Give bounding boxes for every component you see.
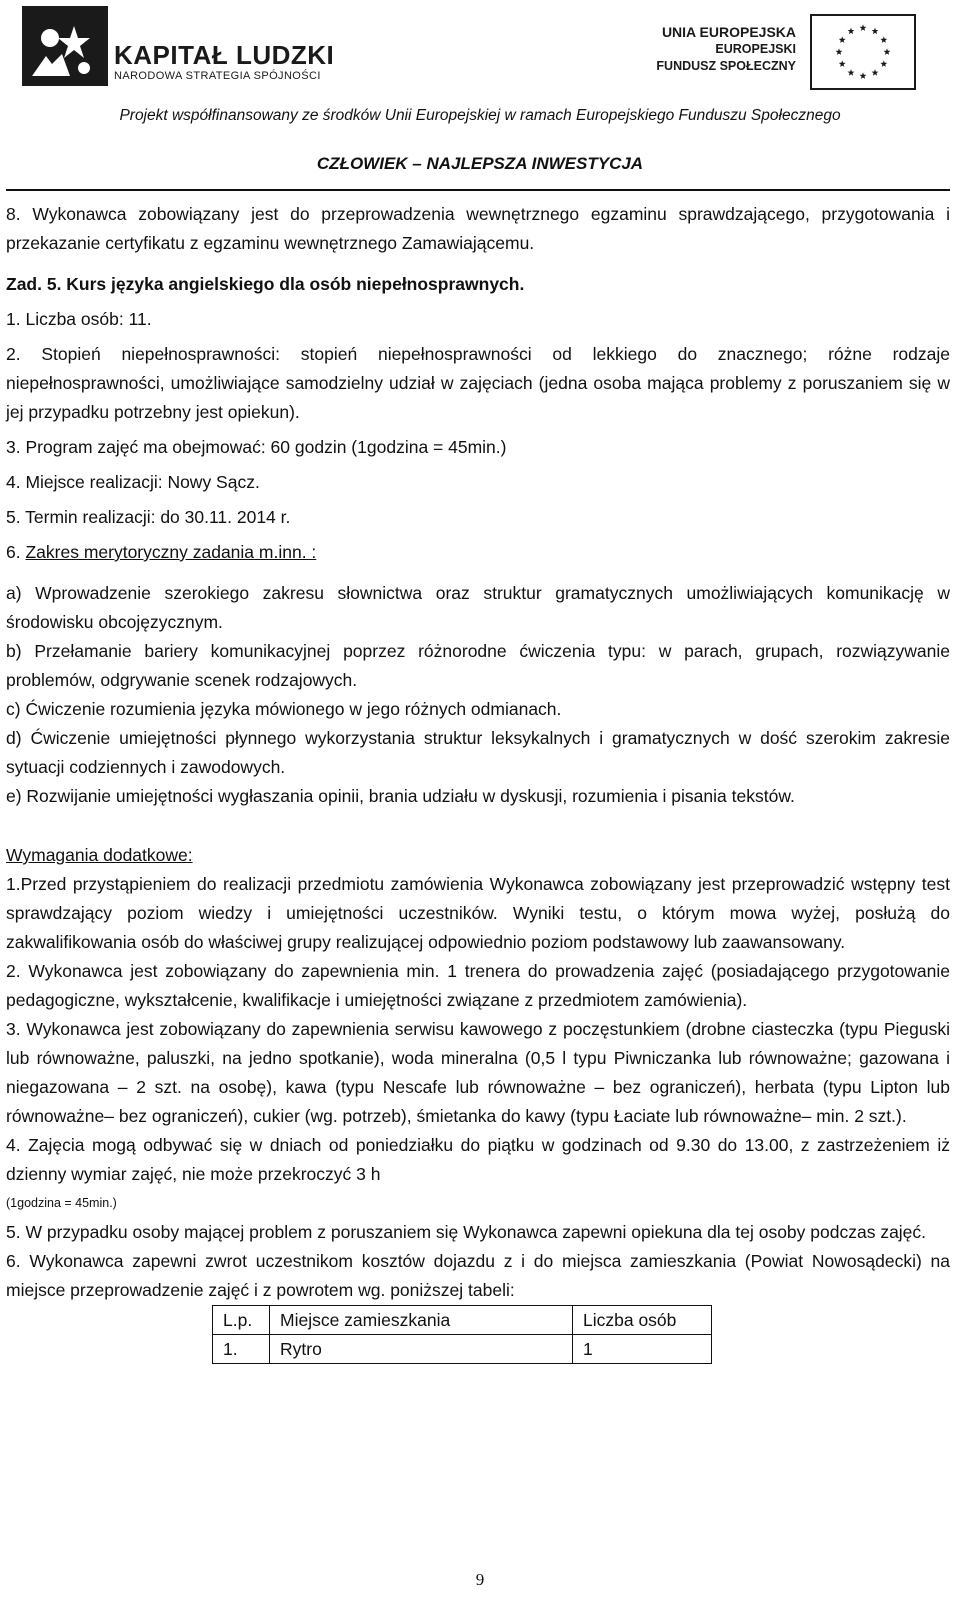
kapital-ludzki-title: KAPITAŁ LUDZKI (114, 40, 335, 70)
eu-logo (626, 14, 916, 94)
table-header-cell: Miejsce zamieszkania (270, 1306, 573, 1335)
table-cell: 1 (573, 1335, 712, 1364)
list-item-5: 5. Termin realizacji: do 30.11. 2014 r. (6, 507, 291, 527)
requirements-heading: Wymagania dodatkowe: (6, 845, 193, 865)
table-header-cell: Liczba osób (573, 1306, 712, 1335)
list-item-4: 4. Miejsce realizacji: Nowy Sącz. (6, 472, 260, 492)
scope-item-c: c) Ćwiczenie rozumienia języka mówionego w jego różnych odmianach. (6, 699, 562, 719)
table-header-row (213, 1306, 712, 1335)
kapital-ludzki-subtitle: NARODOWA STRATEGIA SPÓJNOŚCI (114, 70, 321, 82)
requirement-5: 5. W przypadku osoby mającej problem z poruszaniem się Wykonawca zapewni opiekuna dla tej osoby podczas zajęć. (6, 1222, 927, 1242)
programme-motto: CZŁOWIEK – NAJLEPSZA INWESTYCJA (316, 154, 644, 173)
eu-logo-text (656, 24, 796, 75)
paragraph-8: 8. Wykonawca zobowiązany jest do przeprowadzenia wewnętrznego egzaminu sprawdzającego, przygotowania i przekazanie certyfikatu z egzaminu wewnętrznego Zamawiającemu. (6, 204, 950, 253)
scope-heading: Zakres merytoryczny zadania m.inn. : (25, 542, 317, 562)
task-title: Zad. 5. Kurs języka angielskiego dla osób niepełnosprawnych. (6, 274, 525, 294)
eu-line-3: FUNDUSZ SPOŁECZNY (656, 59, 796, 73)
page-header (0, 0, 960, 190)
table-cell: 1. (213, 1335, 270, 1364)
list-item-3: 3. Program zajęć ma obejmować: 60 godzin (1godzina = 45min.) (6, 437, 507, 457)
scope-item-a: a) Wprowadzenie szerokiego zakresu słownictwa oraz struktur gramatycznych umożliwiających komunikację w środowisku obcojęzycznym. (6, 583, 950, 632)
scope-item-e: e) Rozwijanie umiejętności wygłaszania opinii, brania udziału w dyskusji, rozumienia i pisania tekstów. (6, 786, 795, 806)
requirement-4-note: (1godzina = 45min.) (6, 1196, 117, 1210)
scope-item-d: d) Ćwiczenie umiejętności płynnego wykorzystania struktur leksykalnych i gramatycznych w dość szerokim zakresie sytuacji codziennych i zawodowych. (6, 728, 950, 777)
kapital-ludzki-logo (22, 6, 342, 88)
list-item-6-number: 6. (6, 542, 21, 562)
header-divider (6, 189, 950, 191)
travel-cost-table (212, 1305, 712, 1364)
table-cell: Rytro (270, 1335, 573, 1364)
cofunding-statement: Projekt współfinansowany ze środków Unii Europejskiej w ramach Europejskiego Funduszu Społecznego (119, 107, 841, 124)
document-body (6, 200, 950, 1364)
requirement-6: 6. Wykonawca zapewni zwrot uczestnikom kosztów dojazdu z i do miejsca zamieszkania (Powiat Nowosądecki) na miejsce przeprowadzenie zajęć i z powrotem wg. poniższej tabeli: (6, 1251, 950, 1300)
eu-flag-icon (810, 14, 916, 90)
table-header-cell: L.p. (213, 1306, 270, 1335)
page-number: 9 (475, 1570, 485, 1589)
eu-line-1: UNIA EUROPEJSKA (661, 24, 796, 40)
requirement-4: 4. Zajęcia mogą odbywać się w dniach od poniedziałku do piątku w godzinach od 9.30 do 13.00, z zastrzeżeniem iż dzienny wymiar zajęć, nie może przekroczyć 3 h (6, 1135, 950, 1184)
eu-line-2: EUROPEJSKI (715, 42, 796, 56)
requirement-2: 2. Wykonawca jest zobowiązany do zapewnienia min. 1 trenera do prowadzenia zajęć (posiadającego przygotowanie pedagogiczne, wykształcenie, kwalifikacje i umiejętności związane z przedmiotem zamówienia). (6, 961, 950, 1010)
list-item-2: 2. Stopień niepełnosprawności: stopień niepełnosprawności od lekkiego do znacznego; różne rodzaje niepełnosprawności, umożliwiające samodzielny udział w zajęciach (jedna osoba mająca problemy z poruszaniem się w jej przypadku potrzebny jest opiekun). (6, 344, 950, 422)
list-item-1: 1. Liczba osób: 11. (6, 309, 152, 329)
list-item-6 (6, 538, 950, 567)
requirement-1: 1.Przed przystąpieniem do realizacji przedmiotu zamówienia Wykonawca zobowiązany jest przeprowadzić wstępny test sprawdzający poziom wiedzy i umiejętności uczestników. Wyniki testu, o którym mowa wyżej, posłużą do zakwalifikowania osób do właściwej grupy realizującej odpowiednio poziom podstawowy lub zaawansowany. (6, 874, 950, 952)
requirement-3: 3. Wykonawca jest zobowiązany do zapewnienia serwisu kawowego z poczęstunkiem (drobne ciasteczka (typu Pieguski lub równoważne, paluszki, na jedno spotkanie), woda mineralna (0,5 l typu Piwniczanka lub równoważne; gazowana i niegazowana – 2 szt. na osobę), kawa (typu Nescafe lub równoważne – bez ograniczeń), herbata (typu Lipton lub równoważne– bez ograniczeń), cukier (wg. potrzeb), śmietanka do kawy (typu Łaciate lub równoważne– min. 2 szt.). (6, 1019, 950, 1126)
scope-item-b: b) Przełamanie bariery komunikacyjnej poprzez różnorodne ćwiczenia typu: w parach, grupach, rozwiązywanie problemów, odgrywanie scenek rodzajowych. (6, 641, 950, 690)
kapital-ludzki-emblem-icon (22, 6, 108, 86)
table-row (213, 1335, 712, 1364)
